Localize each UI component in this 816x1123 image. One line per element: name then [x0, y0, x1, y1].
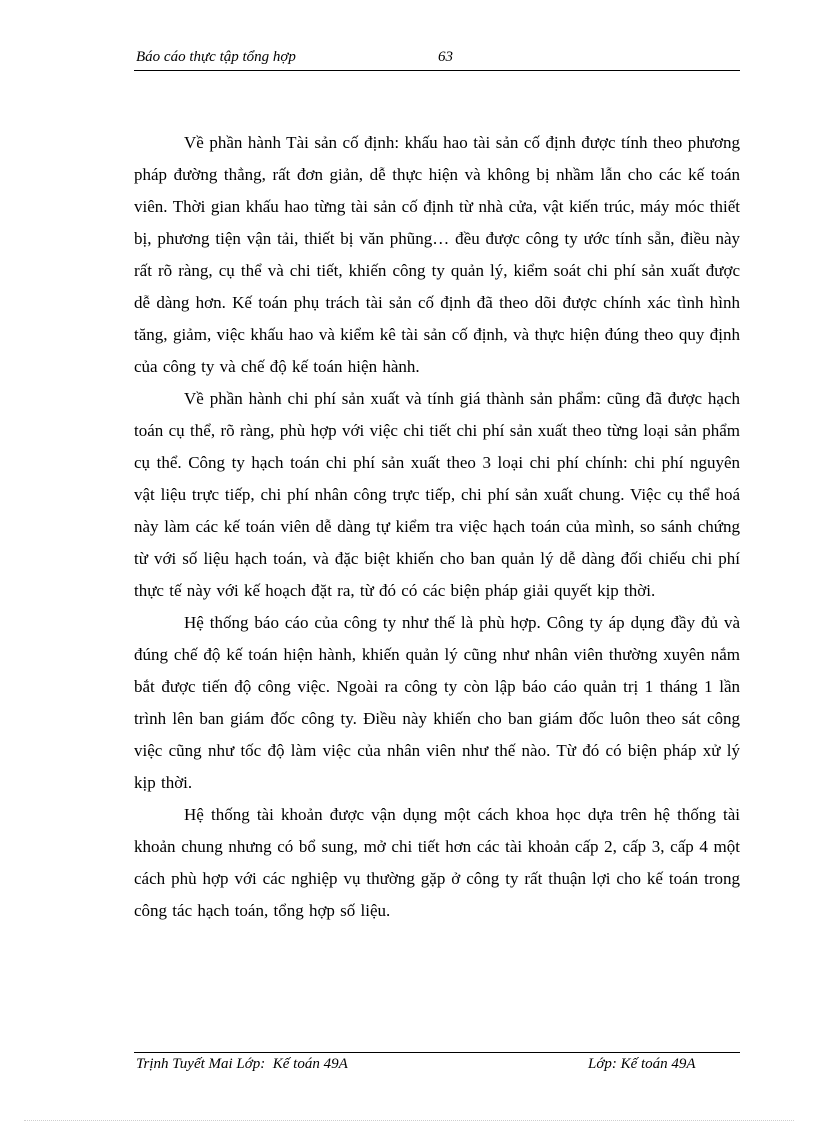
- paragraph-reporting-system: Hệ thống báo cáo của công ty như thế là phù hợp. Công ty áp dụng đầy đủ và đúng chế độ kế toán hiện hành, khiến quản lý cũng như nhân viên thường xuyên nắm bắt được tiến độ công việc. Ngoài ra công ty còn lập báo cáo quản trị 1 tháng 1 lần trình lên ban giám đốc công ty. Điều này khiến cho ban giám đốc luôn theo sát công việc cũng như tốc độ làm việc của nhân viên như thế nào. Từ đó có biện pháp xử lý kịp thời.: [134, 613, 740, 792]
- page-footer: [134, 1052, 740, 1072]
- paragraph-fixed-assets: Về phần hành Tài sản cố định: khấu hao tài sản cố định được tính theo phương pháp đường thẳng, rất đơn giản, dễ thực hiện và không bị nhầm lẫn cho các kế toán viên. Thời gian khấu hao từng tài sản cố định từ nhà cửa, vật kiến trúc, máy móc thiết bị, phương tiện vận tải, thiết bị văn phũng… đều được công ty ước tính sẵn, điều này rất rõ ràng, cụ thể và chi tiết, khiến công ty quản lý, kiểm soát chi phí sản xuất được dễ dàng hơn. Kế toán phụ trách tài sản cố định đã theo dõi được chính xác tình hình tăng, giảm, việc khấu hao và kiểm kê tài sản cố định, và thực hiện đúng theo quy định của công ty và chế độ kế toán hiện hành.: [134, 133, 740, 376]
- footer-class: Lớp: Kế toán 49A: [588, 1056, 696, 1072]
- page-number: 63: [438, 49, 453, 65]
- page-bottom-divider: [24, 1120, 794, 1121]
- paragraph-production-costs: Về phần hành chi phí sản xuất và tính giá thành sản phẩm: cũng đã được hạch toán cụ thể, rõ ràng, phù hợp với việc chi tiết chi phí sản xuất theo từng loại sản phẩm cụ thể. Công ty hạch toán chi phí sản xuất theo 3 loại chi phí chính: chi phí nguyên vật liệu trực tiếp, chi phí nhân công trực tiếp, chi phí sản xuất chung. Việc cụ thể hoá này làm các kế toán viên dễ dàng tự kiểm tra việc hạch toán của mình, so sánh chứng từ với số liệu hạch toán, và đặc biệt khiến cho ban quản lý dễ dàng đối chiếu chi phí thực tế này với kế hoạch đặt ra, từ đó có các biện pháp giải quyết kịp thời.: [134, 389, 740, 600]
- document-title: Báo cáo thực tập tổng hợp: [136, 49, 296, 65]
- page-header: [134, 48, 740, 71]
- paragraph-account-system: Hệ thống tài khoản được vận dụng một cách khoa học dựa trên hệ thống tài khoản chung nhưng có bổ sung, mở chi tiết hơn các tài khoản cấp 2, cấp 3, cấp 4 một cách phù hợp với các nghiệp vụ thường gặp ở công ty rất thuận lợi cho kế toán trong công tác hạch toán, tổng hợp số liệu.: [134, 805, 740, 920]
- footer-author-class: Trịnh Tuyết Mai Lớp: Kế toán 49A: [136, 1056, 348, 1072]
- document-body: [134, 127, 740, 927]
